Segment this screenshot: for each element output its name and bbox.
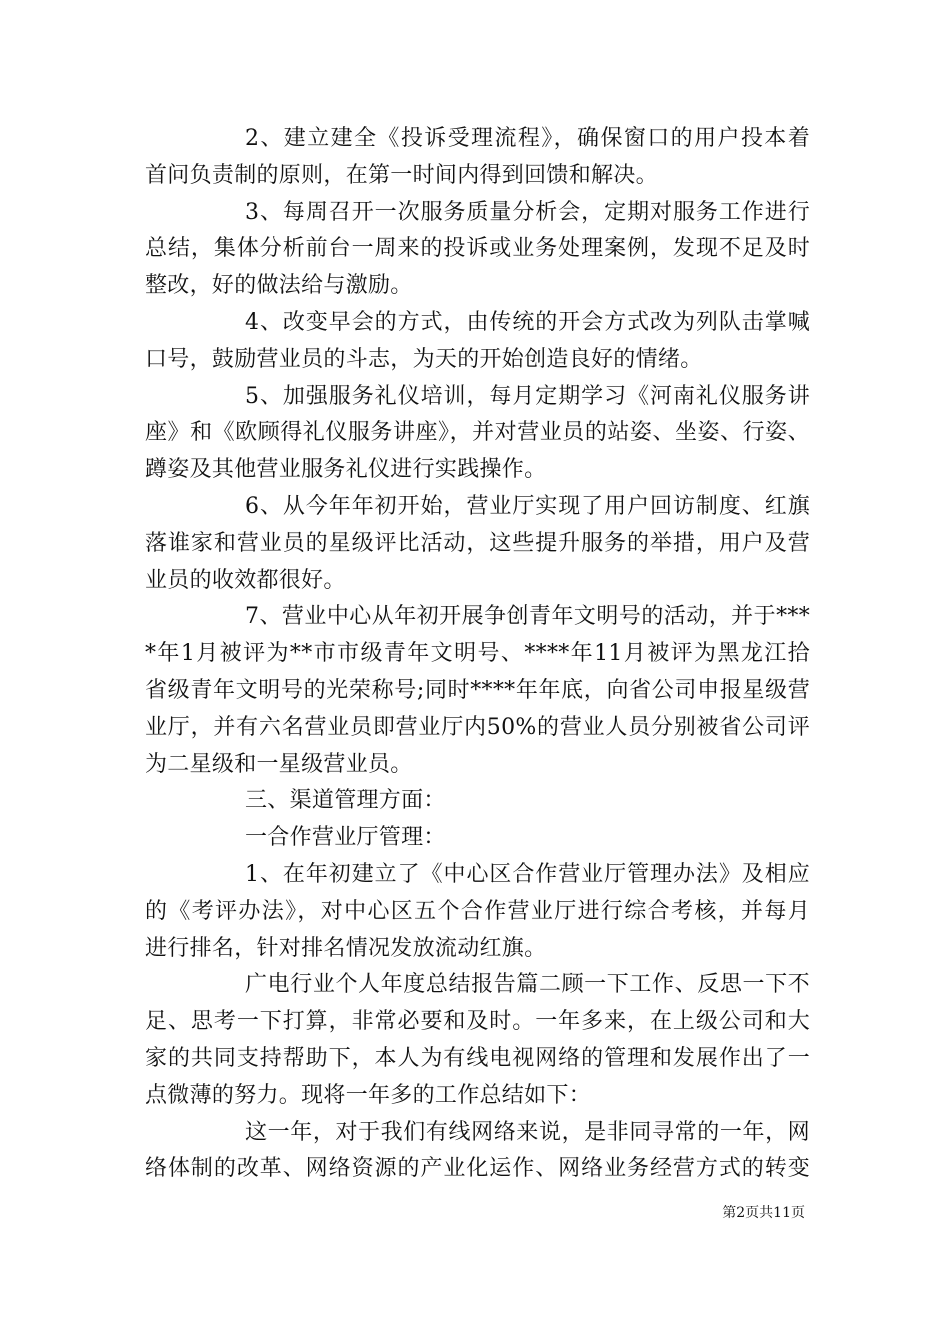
text-line: 点微薄的努力。现将一年多的工作总结如下：	[145, 1082, 592, 1108]
text-line: 足、思考一下打算，非常必要和及时。一年多来，在上级公司和大	[145, 1009, 810, 1035]
text-line: *年1月被评为**市市级青年文明号、****年11月被评为黑龙江拾	[145, 641, 810, 667]
text-line: 家的共同支持帮助下，本人为有线电视网络的管理和发展作出了一	[145, 1045, 810, 1071]
text-line: 络体制的改革、网络资源的产业化运作、网络业务经营方式的转变	[145, 1156, 810, 1182]
text-line: 首问负责制的原则，在第一时间内得到回馈和解决。	[145, 162, 658, 188]
text-line: 蹲姿及其他营业服务礼仪进行实践操作。	[145, 457, 547, 483]
body-text	[145, 121, 810, 1188]
text-line: 5、加强服务礼仪培训，每月定期学习《河南礼仪服务讲	[245, 383, 810, 409]
text-line: 落谁家和营业员的星级评比活动，这些提升服务的举措，用户及营	[145, 530, 810, 556]
text-line: 这一年，对于我们有线网络来说，是非同寻常的一年，网	[245, 1119, 810, 1145]
text-line: 一合作营业厅管理：	[245, 825, 446, 851]
text-line: 的《考评办法》，对中心区五个合作营业厅进行综合考核，并每月	[145, 898, 810, 924]
text-line: 三、渠道管理方面：	[245, 788, 446, 814]
text-line: 6、从今年年初开始，营业厅实现了用户回访制度、红旗	[245, 493, 810, 519]
text-line: 1、在年初建立了《中心区合作营业厅管理办法》及相应	[245, 861, 810, 887]
page-number-footer: 第2页共11页	[722, 1205, 805, 1221]
text-line: 业员的收效都很好。	[145, 567, 346, 593]
text-line: 进行排名，针对排名情况发放流动红旗。	[145, 935, 547, 961]
text-line: 3、每周召开一次服务质量分析会，定期对服务工作进行	[245, 199, 810, 225]
text-line: 广电行业个人年度总结报告篇二顾一下工作、反思一下不	[245, 972, 810, 998]
text-line: 整改，好的做法给与激励。	[145, 273, 413, 299]
text-line: 7、营业中心从年初开展争创青年文明号的活动，并于***	[245, 604, 810, 630]
text-line: 口号，鼓励营业员的斗志，为天的开始创造良好的情绪。	[145, 346, 703, 372]
text-line: 2、建立建全《投诉受理流程》，确保窗口的用户投本着	[245, 126, 810, 151]
text-line: 省级青年文明号的光荣称号;同时****年年底，向省公司申报星级营	[145, 677, 810, 703]
text-line: 总结，集体分析前台一周来的投诉或业务处理案例，发现不足及时	[145, 236, 810, 262]
text-line: 座》和《欧顾得礼仪服务讲座》，并对营业员的站姿、坐姿、行姿、	[145, 420, 810, 446]
text-line: 为二星级和一星级营业员。	[145, 751, 413, 777]
text-line: 业厅，并有六名营业员即营业厅内50%的营业人员分别被省公司评	[145, 714, 810, 740]
text-line: 4、改变早会的方式，由传统的开会方式改为列队击掌喊	[245, 309, 810, 335]
